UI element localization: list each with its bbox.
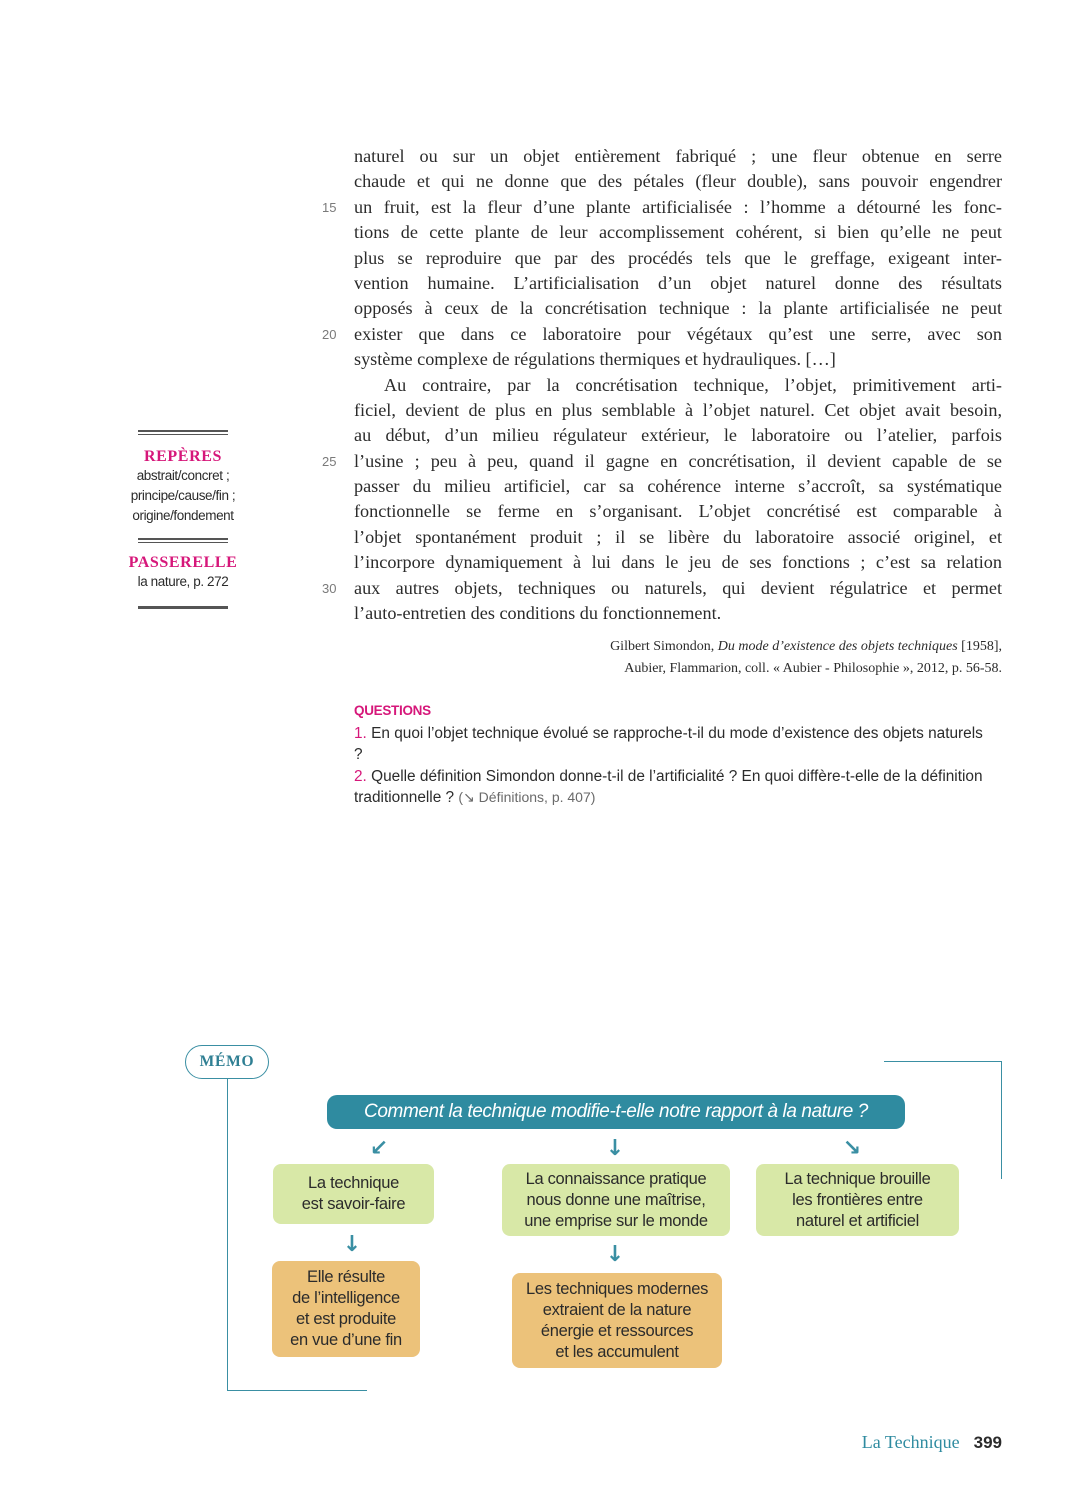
text-line-content: l’objet spontanément produit ; il se libère du laboratoire associé originel, et (354, 526, 1002, 547)
text-line-content: fonctionnelle se ferme en s’organisant. L’objet concrétisé est comparable à (354, 501, 1002, 522)
question-1-number: 1. (354, 724, 367, 742)
arrow-down-icon: ↓ (342, 1232, 362, 1257)
page-footer (862, 1432, 1002, 1453)
section-title: La Technique (861, 1432, 960, 1452)
arrow-down-right-icon: ↘ (842, 1136, 862, 1161)
text-line-content: aux autres objets, techniques ou naturels, qui devient régulatrice et permet (354, 577, 1002, 598)
page-number: 399 (973, 1433, 1002, 1452)
text-line (354, 423, 1002, 448)
arrow-down-left-icon: ↙ (369, 1136, 389, 1161)
main-text (322, 144, 1002, 626)
text-line (322, 322, 1002, 347)
memo-frame-line (227, 1079, 228, 1391)
citation-title: Du mode d’existence des objets techniques (717, 639, 958, 654)
text-line (354, 474, 1002, 499)
reperes-line: principe/cause/fin ; (130, 488, 236, 503)
memo-question: Comment la technique modifie-t-elle notre rapport à la nature ? (327, 1095, 905, 1129)
line-number: 25 (322, 453, 337, 469)
text-line-content: Au contraire, par la concrétisation technique, l’objet, primitivement arti- (384, 374, 1002, 395)
passerelle-link[interactable]: la nature, p. 272 (137, 574, 229, 589)
divider (138, 542, 228, 543)
text-line-content: l’usine ; peu à peu, quand il gagne en concrétisation, il devient capable de se (354, 450, 1002, 471)
text-line-content: opposés à ceux de la concrétisation technique : la plante artificialisée ne peut (354, 298, 1002, 319)
text-line (322, 449, 1002, 474)
memo-box-savoir-faire: La technique est savoir-faire (273, 1164, 434, 1224)
citation-line-2: Aubier, Flammarion, coll. « Aubier - Philosophie », 2012, p. 56-58. (624, 661, 1002, 676)
question-2-number: 2. (354, 767, 367, 785)
text-line (322, 576, 1002, 601)
text-line (354, 525, 1002, 550)
line-number: 20 (322, 326, 337, 342)
definitions-link[interactable]: (↘ Définitions, p. 407) (458, 789, 596, 805)
memo-frame-line (884, 1061, 1002, 1062)
reperes-title: REPÈRES (144, 448, 222, 465)
text-line (322, 195, 1002, 220)
divider (138, 538, 228, 540)
memo-box-techniques-modernes: Les techniques modernes extraient de la nature énergie et ressources et les accumulent (512, 1273, 722, 1368)
memo-frame-line (227, 1390, 367, 1391)
text-line (354, 499, 1002, 524)
citation (610, 636, 1002, 680)
text-line-content: passer du milieu artificiel, car sa cohérence interne s’accroît, sa systématique (354, 476, 1002, 497)
memo-box-intelligence: Elle résulte de l’intelligence et est produite en vue d’une fin (272, 1261, 420, 1357)
text-line-content: système complexe de régulations thermiques et hydrauliques. […] (354, 349, 836, 370)
text-line (354, 601, 1002, 626)
text-line-content: chaude et qui ne donne que des pétales (fleur double), sans pouvoir engendrer (354, 171, 1002, 192)
text-line-content: l’incorpore dynamiquement à lui dans le jeu de ses fonctions ; c’est sa relation (354, 552, 1002, 573)
text-line-content: au début, d’un milieu régulateur extérieur, le laboratoire ou l’atelier, parfois (354, 425, 1002, 446)
reperes-line: abstrait/concret ; (136, 468, 230, 483)
question-2: 2. Quelle définition Simondon donne-t-il de l’artificialité ? En quoi diffère-t-elle de la définition traditionnelle ? (↘ Définitions, p. 407) (354, 767, 983, 806)
reperes-line: origine/fondement (132, 508, 234, 523)
citation-line-1: Gilbert Simondon, Du mode d’existence des objets techniques [1958], (610, 639, 1002, 654)
text-line (354, 550, 1002, 575)
question-1: 1. En quoi l’objet technique évolué se rapproche-t-il du mode d’existence des objets naturels ? (354, 724, 983, 763)
memo-box-frontieres: La technique brouille les frontières entre naturel et artificiel (756, 1164, 959, 1236)
text-line-content: un fruit, est la fleur d’une plante artificialisée : l’homme a détourné les fonc- (354, 196, 1002, 217)
line-number: 30 (322, 580, 337, 596)
divider (138, 430, 228, 432)
text-line-content: plus se reproduire que par des procédés tels que le greffage, exigeant inter- (354, 247, 1002, 268)
text-line-content: l’auto-entretien des conditions du fonctionnement. (354, 603, 722, 624)
text-line-content: naturel ou sur un objet entièrement fabriqué ; une fleur obtenue en serre (354, 146, 1002, 166)
arrow-down-icon: ↓ (605, 1242, 625, 1267)
divider (138, 434, 228, 435)
text-line-content: exister que dans ce laboratoire pour végétaux qu’est une serre, avec son (354, 323, 1002, 344)
memo-box-maitrise: La connaissance pratique nous donne une maîtrise, une emprise sur le monde (502, 1164, 730, 1236)
text-line (354, 246, 1002, 271)
sidebar (122, 430, 244, 609)
questions-title: QUESTIONS (354, 703, 431, 718)
text-line (354, 144, 1002, 169)
questions-section (354, 700, 994, 809)
divider (138, 607, 228, 609)
text-line (354, 296, 1002, 321)
text-line (354, 220, 1002, 245)
line-number: 15 (322, 199, 337, 215)
text-line-content: vention humaine. L’artificialisation d’un objet naturel donne des résultats (354, 272, 1002, 293)
text-line (354, 373, 1002, 398)
text-line-content: ficiel, devient de plus en plus semblable à l’objet naturel. Cet objet avait besoin, (354, 399, 1002, 420)
passerelle-title: PASSERELLE (128, 554, 238, 571)
memo-badge: MÉMO (185, 1045, 269, 1079)
memo-frame-line (1001, 1061, 1002, 1179)
arrow-down-icon: ↓ (605, 1136, 625, 1161)
text-line-content: tions de cette plante de leur accomplissement cohérent, si bien qu’elle ne peut (354, 222, 1002, 243)
text-line (354, 347, 1002, 372)
text-line (354, 271, 1002, 296)
text-line (354, 398, 1002, 423)
text-line (354, 169, 1002, 194)
